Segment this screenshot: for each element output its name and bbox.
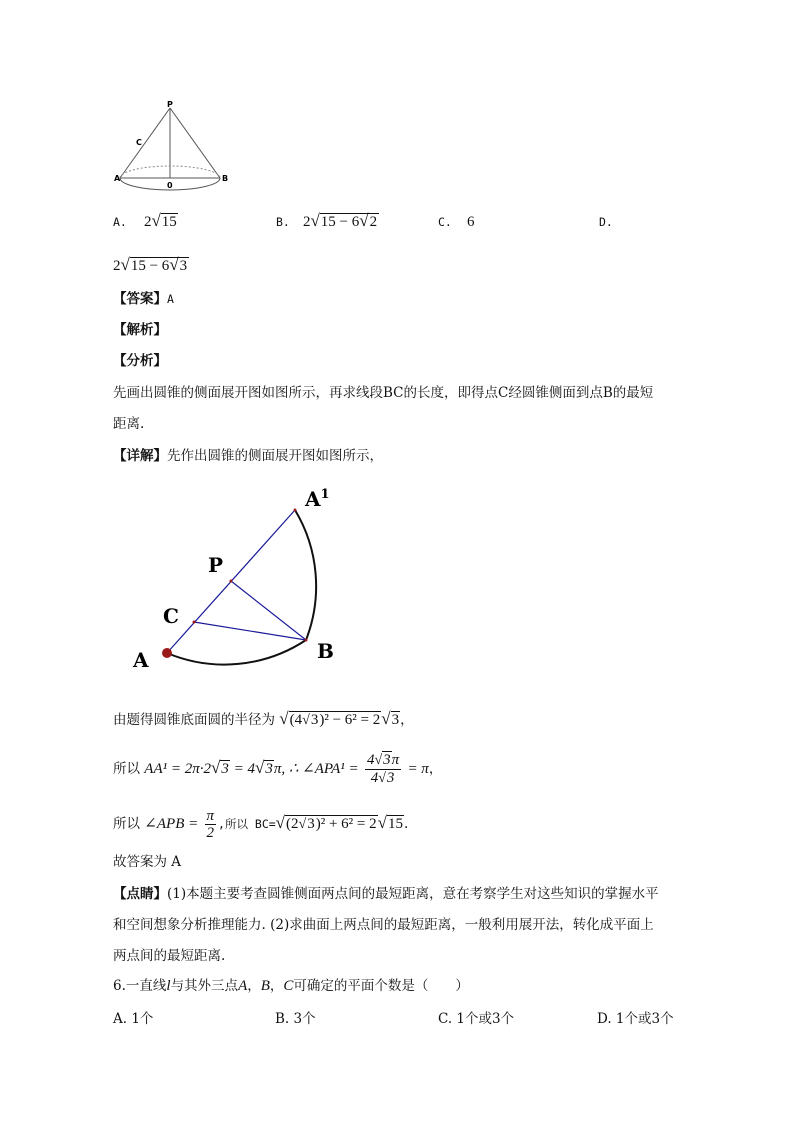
- q6-var-b: B: [260, 978, 270, 994]
- solution-line-1-suffix: ，: [400, 712, 414, 728]
- radius-expr-d: 3: [391, 712, 400, 728]
- point-a-marker: [162, 648, 172, 658]
- angle-frac-den-a: 4: [370, 770, 379, 786]
- option-c: [438, 211, 474, 231]
- fenxi-heading: 【分析】: [113, 353, 167, 369]
- point-b-marker: [305, 639, 308, 642]
- label-c: C: [136, 138, 142, 147]
- arc-length-expr-c: = 4: [229, 761, 255, 777]
- comment-line-1: [113, 885, 659, 903]
- option-d-radicand: 15 − 6: [130, 258, 170, 274]
- q6-sep-1: ，: [247, 978, 261, 994]
- detail-label: 【详解】: [113, 448, 167, 464]
- label-a1: [304, 487, 330, 511]
- option-d-value: 2√15 − 6√3: [113, 255, 188, 274]
- segment-c-b: [194, 622, 306, 640]
- label-p: P: [167, 100, 173, 109]
- comment-line-2: 和空间想象分析推理能力. (2)求曲面上两点间的最短距离，一般利用展开法，转化成平面上: [113, 917, 654, 933]
- solution-line-3-prefix: 所以: [113, 816, 140, 832]
- fig2-label-p: P: [208, 553, 224, 577]
- option-a-radicand: 15: [161, 214, 177, 230]
- option-d-label-row: [599, 211, 613, 230]
- solution-line-2-suffix: ，: [428, 761, 443, 777]
- angle-apb: ∠APB =: [144, 816, 199, 832]
- segment-p-b: [231, 581, 306, 640]
- option-b-label: B.: [276, 215, 290, 229]
- fig2-label-a: A: [133, 648, 149, 672]
- radius-expr-b: 3: [310, 712, 319, 728]
- angle-apb-num: π: [206, 808, 215, 824]
- fenxi-line-1: 先画出圆锥的侧面展开图如图所示，再求线段BC的长度，即得点C经圆锥侧面到点B的最短: [113, 385, 654, 401]
- q6-text-c: 可确定的平面个数是（ ）: [293, 978, 469, 994]
- label-b: B: [222, 174, 229, 183]
- answer-line: [113, 290, 174, 308]
- option-a-label: A.: [113, 215, 127, 229]
- angle-apb-den: 2: [206, 825, 215, 841]
- option-b-coef: 2: [302, 214, 311, 230]
- radius-expr-a: (4: [289, 712, 303, 728]
- arc-lower: [167, 640, 306, 665]
- radius-expr-c: )² − 6² = 2: [319, 712, 381, 728]
- q6-var-c: C: [283, 978, 294, 994]
- angle-apb-fraction: [205, 808, 217, 841]
- option-b: B. 2√15 − 6√2: [276, 211, 378, 230]
- conclusion: 故答案为 A: [113, 854, 182, 870]
- fig2-label-c: C: [163, 604, 179, 628]
- detail-line: [113, 447, 383, 465]
- label-o: 0: [167, 181, 173, 190]
- angle-frac-num-c: π: [391, 752, 400, 768]
- angle-expr: π, ∴ ∠APA¹ =: [273, 761, 359, 777]
- development-figure: [125, 480, 375, 690]
- q6-sep-2: ，: [269, 978, 284, 994]
- label-a: A: [114, 174, 121, 183]
- q6-var-a: A: [238, 978, 248, 994]
- q6-text-a: 一直线: [125, 978, 167, 994]
- angle-frac-num-b: 3: [383, 752, 391, 768]
- q6-var-l: l: [166, 978, 171, 994]
- point-a1-marker: [294, 509, 297, 512]
- answer-label: 【答案】: [113, 291, 167, 307]
- bc-expr-b: 3: [307, 816, 315, 832]
- angle-result: = π: [407, 761, 429, 777]
- arc-length-expr-b: 3: [221, 761, 229, 777]
- q6-option-a: A. 1个: [113, 1011, 154, 1027]
- point-p-marker: [230, 580, 233, 583]
- q6-number: 6.: [113, 978, 126, 994]
- analysis-heading: 【解析】: [113, 322, 167, 338]
- angle-frac-den-b: 3: [386, 770, 395, 786]
- angle-fraction: $\frac{4√3\pi}{4√3}$: [366, 752, 400, 786]
- cone-figure: [110, 100, 240, 195]
- option-c-label: C.: [438, 215, 452, 229]
- comment-label: 【点睛】: [113, 886, 167, 902]
- q6-option-d: D. 1个或3个: [597, 1011, 674, 1027]
- fig2-label-b: B: [317, 639, 334, 663]
- option-c-value: 6: [466, 214, 475, 230]
- q6-text-b: 与其外三点: [170, 978, 239, 994]
- solution-line-1-prefix: 由题得圆锥底面圆的半径为: [113, 712, 275, 728]
- option-b-inner-radicand: 2: [369, 214, 378, 230]
- fenxi-line-2: 距离.: [113, 416, 145, 432]
- bc-expr-d: 15: [387, 816, 403, 832]
- option-a-coef: 2: [143, 214, 152, 230]
- arc-upper: [295, 510, 316, 640]
- answer-value: A: [167, 292, 174, 306]
- comment-text-1: (1)本题主要考查圆锥侧面两点间的最短距离，意在考察学生对这些知识的掌握水平: [167, 886, 659, 902]
- arc-length-expr-a: AA¹ = 2π·2: [144, 761, 212, 777]
- label-a1-sup: 1: [320, 487, 330, 502]
- bc-expr-a: (2: [286, 816, 299, 832]
- label-a1-letter: A: [305, 487, 321, 511]
- q6-option-b: B. 3个: [275, 1011, 316, 1027]
- option-d-label: D.: [599, 215, 613, 229]
- option-d-inner-radicand: 3: [179, 258, 188, 274]
- q6-stem: [113, 977, 469, 995]
- solution-line-2-prefix: 所以: [113, 761, 140, 777]
- solution-line-3-mid: ,所以 BC=: [218, 817, 276, 831]
- comment-line-3: 两点间的最短距离.: [113, 948, 226, 964]
- solution-line-3: 所以 ∠APB = $\frac{\pi}{2}$ ,所以 BC=√(2√3)² + 6² = 2√15.: [113, 808, 409, 841]
- angle-frac-num-a: 4: [366, 752, 375, 768]
- option-b-radicand: 15 − 6: [320, 214, 360, 230]
- option-d-coef: 2: [113, 258, 121, 274]
- arc-length-expr-d: 3: [265, 761, 273, 777]
- detail-text: 先作出圆锥的侧面展开图如图所示，: [167, 448, 383, 464]
- solution-line-2: 所以 AA¹ = 2π·2√3 = 4√3π, ∴ ∠APA¹ = $\frac{4√3\pi}{4√3}$ = π，: [113, 752, 443, 786]
- bc-expr-c: )² + 6² = 2: [315, 816, 377, 832]
- point-c-marker: [193, 621, 196, 624]
- solution-line-3-suffix: .: [403, 816, 409, 832]
- solution-line-1: 由题得圆锥底面圆的半径为 √(4√3)² − 6² = 2√3，: [113, 709, 414, 728]
- option-a: A. 2√15: [113, 211, 177, 230]
- q6-option-c: C. 1个或3个: [438, 1011, 515, 1027]
